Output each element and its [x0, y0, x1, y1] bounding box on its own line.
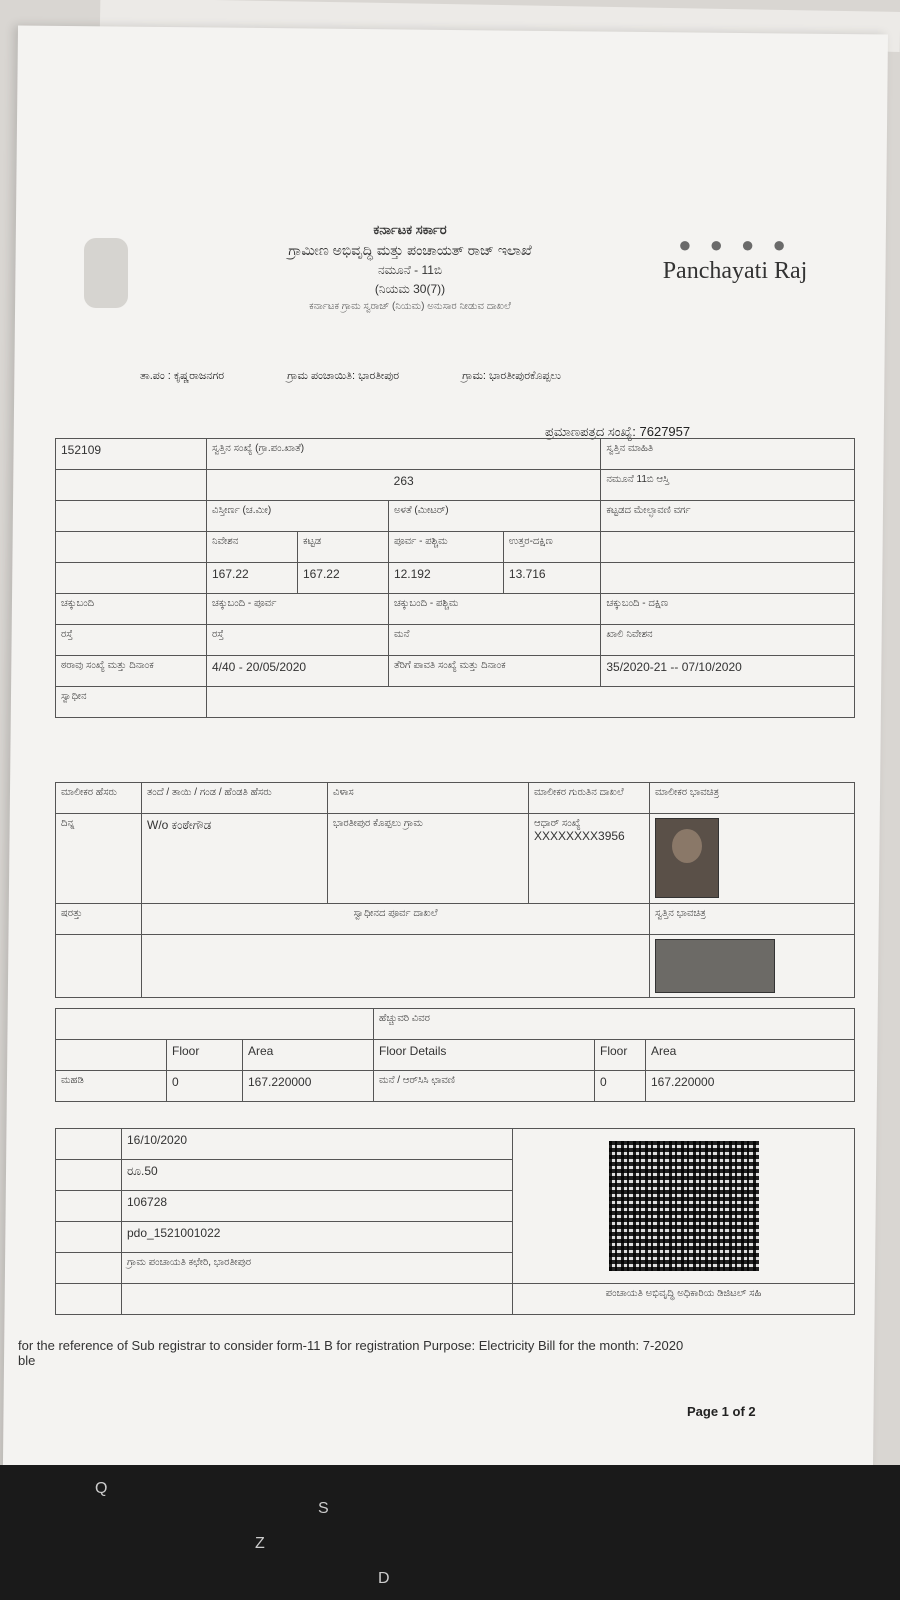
key-d: D [378, 1570, 390, 1587]
panchayati-raj-logo [650, 232, 820, 285]
property-photo-label: ಸ್ವತ್ತಿನ ಭಾವಚಿತ್ರ [650, 904, 855, 935]
ns-label: ಉತ್ತರ-ದಕ್ಷಿಣ [503, 532, 600, 563]
village: ಗ್ರಾಮ: ಭಾರತೀಪುರಕೊಪ್ಪಲು [462, 370, 561, 382]
east-label: ಚಕ್ಕುಬಂದಿ - ಪೂರ್ವ [207, 594, 389, 625]
floor-details-header: Floor Details [374, 1040, 595, 1071]
resolution-value: 4/40 - 20/05/2020 [207, 656, 389, 687]
id-type: ಆಧಾರ್ ಸಂಖ್ಯೆ [534, 818, 581, 829]
area-value-2: 167.220000 [646, 1071, 855, 1102]
issue-table [55, 1128, 855, 1315]
area-header: Area [243, 1040, 374, 1071]
owner-header: ಮಾಲೀಕರ ಹೆಸರು [56, 783, 142, 814]
prop-type-label: ಸ್ವತ್ತಿನ ಮಾಹಿತಿ [601, 439, 855, 470]
subrule-title: ಕರ್ನಾಟಕ ಗ್ರಾಮ ಸ್ವರಾಜ್ (ನಿಯಮ) ಅನುಸಾರ ನೀಡುವ ದಾಖಲೆ [309, 301, 511, 312]
qr-code [609, 1141, 759, 1271]
id-header: ಮಾಲೀಕರ ಗುರುತಿನ ದಾಖಲೆ [529, 783, 650, 814]
key-s: S [318, 1500, 329, 1517]
logo-text: Panchayati Raj [662, 258, 808, 284]
user-id: pdo_1521001022 [122, 1222, 513, 1253]
boundary-west: ಮನೆ [388, 625, 600, 656]
owner-table [55, 782, 855, 998]
floor-header: Floor [167, 1040, 243, 1071]
owner-relation: W/o ಕಂಠೇಗೌಡ [142, 814, 328, 904]
address-header: ವಿಳಾಸ [328, 783, 529, 814]
taluk: ತಾ.ಪಂ : ಕೃಷ್ಣರಾಜನಗರ [140, 370, 225, 382]
keyboard-background [0, 1465, 900, 1600]
boundary-road: ರಸ್ತೆ [56, 625, 207, 656]
page-number: Page 1 of 2 [687, 1404, 756, 1419]
site-label: ನಿವೇಶನ [207, 532, 298, 563]
people-icon: ● ● ● ● [678, 232, 792, 257]
area-header-2: Area [646, 1040, 855, 1071]
prop-no: 263 [207, 470, 601, 501]
fee: ರೂ.50 [122, 1160, 513, 1191]
ew-label: ಪೂರ್ವ - ಪಶ್ಚಿಮ [388, 532, 503, 563]
history-label: ಸ್ವಾಧೀನದ ಪೂರ್ವ ದಾಖಲೆ [142, 904, 650, 935]
form-title: ನಮೂನೆ - 11ಬಿ [377, 263, 443, 277]
tenure-label: ಸ್ವಾಧೀನ [56, 687, 207, 718]
gov-title: ಕರ್ನಾಟಕ ಸರ್ಕಾರ [373, 222, 447, 237]
footnote-line: for the reference of Sub registrar to consider form-11 B for registration Purpose: Electricity Bill for the month: 7-2020 [18, 1338, 684, 1353]
area-value: 167.220000 [243, 1071, 374, 1102]
prop-type: ನಮೂನೆ 11ಬಿ ಆಸ್ತಿ [601, 470, 855, 501]
row-id: 152109 [56, 439, 207, 470]
property-table [55, 438, 855, 718]
boundary-south: ಖಾಲಿ ನಿವೇಶನ [601, 625, 855, 656]
tax-value: 35/2020-21 -- 07/10/2020 [601, 656, 855, 687]
floor-value: 0 [167, 1071, 243, 1102]
certificate-serial: ಪ್ರಮಾಣಪತ್ರದ ಸಂಖ್ಯೆ: 7627957 [545, 424, 691, 439]
boundary-label: ಚಕ್ಕುಬಂದಿ [56, 594, 207, 625]
floor-detail-value: ಮನೆ / ಆರ್‌ಸಿಸಿ ಛಾವಣಿ [374, 1071, 595, 1102]
boundary-east: ರಸ್ತೆ [207, 625, 389, 656]
west-label: ಚಕ್ಕುಬಂದಿ - ಪಶ್ಚಿಮ [388, 594, 600, 625]
owner-name: ದಿನ್ನ [56, 814, 142, 904]
receipt-no: 106728 [122, 1191, 513, 1222]
building-area: 167.22 [297, 563, 388, 594]
prop-no-label: ಸ್ವತ್ತಿನ ಸಂಖ್ಯೆ (ಗ್ರಾ.ಪಂ.ಖಾತೆ) [207, 439, 601, 470]
building-label: ಕಟ್ಟಡ [297, 532, 388, 563]
site-area: 167.22 [207, 563, 298, 594]
footnote-line-2: ble [18, 1353, 36, 1368]
digital-signature: ಪಂಚಾಯತಿ ಅಭಿವೃದ್ಧಿ ಅಧಿಕಾರಿಯ ಡಿಜಿಟಲ್ ಸಹಿ [513, 1284, 855, 1315]
rule-title: (ನಿಯಮ 30(7)) [374, 282, 446, 296]
area-label: ವಿಸ್ತೀರ್ಣ (ಚ.ಮೀ) [207, 501, 389, 532]
ns-value: 13.716 [503, 563, 600, 594]
id-number: XXXXXXXX3956 [534, 829, 625, 843]
owner-photo [655, 818, 719, 898]
dims-label: ಅಳತೆ (ಮೀಟರ್) [388, 501, 600, 532]
floor-row-label: ಮಹಡಿ [56, 1071, 167, 1102]
issue-date: 16/10/2020 [122, 1129, 513, 1160]
relation-header: ತಂದೆ / ತಾಯಿ / ಗಂಡ / ಹೆಂಡತಿ ಹೆಸರು [142, 783, 328, 814]
resolution-label: ಠರಾವು ಸಂಖ್ಯೆ ಮತ್ತು ದಿನಾಂಕ [56, 656, 207, 687]
remarks-label: ಷರತ್ತು [56, 904, 142, 935]
floor-value-2: 0 [595, 1071, 646, 1102]
document-header [150, 218, 670, 316]
key-q: Q [95, 1480, 108, 1497]
building-details-label: ಹೆಚ್ಚುವರಿ ವಿವರ [374, 1009, 855, 1040]
karnataka-emblem-icon [84, 238, 128, 308]
photo-header: ಮಾಲೀಕರ ಭಾವಚಿತ್ರ [650, 783, 855, 814]
location-row [140, 370, 820, 383]
floor-header-2: Floor [595, 1040, 646, 1071]
ew-value: 12.192 [388, 563, 503, 594]
property-photo [655, 939, 775, 993]
office: ಗ್ರಾಮ ಪಂಚಾಯತಿ ಕಛೇರಿ, ಭಾರತೀಪುರ [122, 1253, 513, 1284]
floor-table [55, 1008, 855, 1102]
roof-type-label: ಕಟ್ಟಡದ ಮೇಲ್ಛಾವಣಿ ವರ್ಗ [601, 501, 855, 532]
gram-panchayat: ಗ್ರಾಮ ಪಂಚಾಯಿತಿ: ಭಾರತೀಪುರ [287, 370, 400, 382]
south-label: ಚಕ್ಕುಬಂದಿ - ದಕ್ಷಿಣ [601, 594, 855, 625]
key-z: Z [255, 1535, 265, 1552]
tax-label: ತೆರಿಗೆ ಪಾವತಿ ಸಂಖ್ಯೆ ಮತ್ತು ದಿನಾಂಕ [388, 656, 600, 687]
dept-title: ಗ್ರಾಮೀಣ ಅಭಿವೃದ್ಧಿ ಮತ್ತು ಪಂಚಾಯತ್ ರಾಜ್ ಇಲಾಖೆ [288, 242, 532, 258]
owner-address: ಭಾರತೀಪುರ ಕೊಪ್ಪಲು ಗ್ರಾಮ [328, 814, 529, 904]
footnote [18, 1338, 858, 1368]
